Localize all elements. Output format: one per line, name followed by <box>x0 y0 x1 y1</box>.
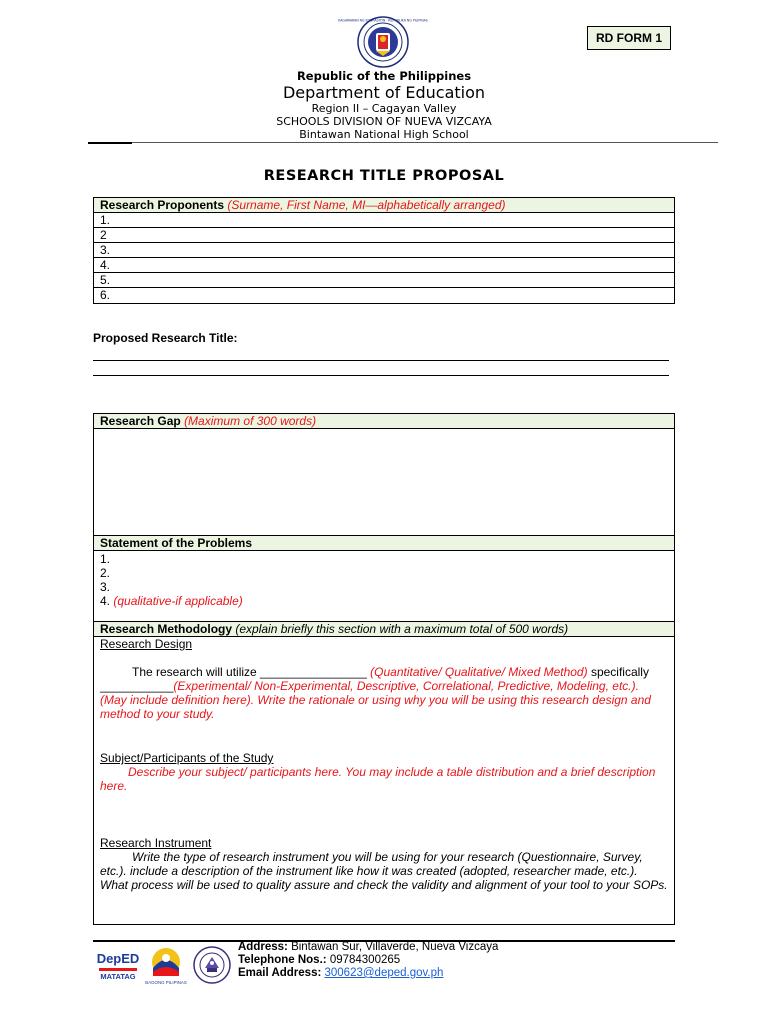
statement-item: 2. <box>100 566 111 580</box>
methodology-label: Research Methodology <box>100 622 233 636</box>
division-heading: SCHOOLS DIVISION OF NUEVA VIZCAYA <box>276 115 492 128</box>
proponents-table <box>93 197 675 304</box>
instrument-heading: Research Instrument <box>100 836 212 850</box>
design-method: (Quantitative/ Qualitative/ Mixed Method) <box>370 665 588 679</box>
bagong-pilipinas-logo <box>147 946 185 986</box>
deped-logo-text: DepED <box>96 951 140 966</box>
proponent-row[interactable]: 3. <box>94 243 674 258</box>
footer-contact <box>238 941 498 980</box>
instrument-text: Write the type of research instrument you will be using for your research (Questionnaire, Survey, etc.). include a description of the instrument like how it was created (adopted, researcher made, etc.). What process will be used to quality assure and check the validity and alignment of your tool to your SOPs. <box>100 850 668 892</box>
deped-matatag-logo <box>96 946 140 986</box>
research-gap-label: Research Gap <box>100 414 181 428</box>
header-divider <box>88 142 718 143</box>
proponent-row[interactable]: 2 <box>94 228 674 243</box>
matatag-logo-text: MATATAG <box>100 972 136 981</box>
research-content-table <box>93 413 675 925</box>
form-badge: RD FORM 1 <box>587 26 671 50</box>
proponent-row[interactable]: 6. <box>100 288 111 302</box>
design-specifically: specifically <box>590 665 649 679</box>
statement-label: Statement of the Problems <box>100 536 253 550</box>
proponents-label: Research Proponents <box>100 198 225 212</box>
statement-list[interactable] <box>94 551 674 622</box>
methodology-header <box>94 622 674 637</box>
header-divider-accent <box>88 142 132 144</box>
proposed-title-label: Proposed Research Title: <box>93 331 238 345</box>
design-lead: The research will utilize ________________ <box>132 665 367 679</box>
republic-heading: Republic of the Philippines <box>296 69 472 83</box>
address-label: Address: <box>238 941 288 953</box>
proponent-row[interactable]: 1. <box>94 213 674 228</box>
research-gap-body[interactable] <box>94 429 674 536</box>
seal-text: KAGAWARAN NG EDUKASYON · REPUBLIKA NG PILIPINAS <box>338 18 428 23</box>
statement-item-note: (qualitative-if applicable) <box>113 594 243 608</box>
email-link[interactable]: 300623@deped.gov.ph <box>324 967 444 979</box>
phone-value: 09784300265 <box>329 954 401 966</box>
statement-header <box>94 536 674 551</box>
proponent-row[interactable]: 4. <box>94 258 674 273</box>
design-rest: (Experimental/ Non-Experimental, Descriptive, Correlational, Predictive, Modeling, etc.). (May include definition here). Write the rationale or using why you will be using this research design and method to your study. <box>100 679 651 721</box>
instrument-paragraph <box>100 850 668 892</box>
design-heading: Research Design <box>100 637 193 651</box>
research-gap-hint: (Maximum of 300 words) <box>184 414 317 428</box>
research-gap-header <box>94 414 674 429</box>
address-value: Bintawan Sur, Villaverde, Nueva Vizcaya <box>291 941 499 953</box>
phone-label: Telephone Nos.: <box>238 954 327 966</box>
school-heading: Bintawan National High School <box>299 128 469 141</box>
address-line <box>238 941 498 954</box>
email-label: Email Address: <box>238 967 322 979</box>
document-title: RESEARCH TITLE PROPOSAL <box>263 168 505 184</box>
design-blank: ___________ <box>100 679 174 693</box>
subject-paragraph <box>100 765 668 793</box>
bagong-logo-text: BAGONG PILIPINAS <box>145 980 187 985</box>
title-blank-line-2[interactable] <box>93 375 669 376</box>
phone-line <box>238 954 498 967</box>
proponent-row[interactable]: 5. <box>94 273 674 288</box>
statement-item: 3. <box>100 580 111 594</box>
title-blank-line-1[interactable] <box>93 360 669 361</box>
email-line <box>238 967 498 980</box>
design-paragraph <box>100 665 668 721</box>
methodology-hint: (explain briefly this section with a maximum total of 500 words) <box>235 622 569 636</box>
school-logo <box>193 946 231 984</box>
region-heading: Region II – Cagayan Valley <box>311 102 457 115</box>
subject-heading: Subject/Participants of the Study <box>100 751 274 765</box>
statement-item: 1. <box>100 552 111 566</box>
statement-item-number: 4. <box>100 594 111 608</box>
proponents-hint: (Surname, First Name, MI—alphabetically arranged) <box>227 198 506 212</box>
statement-item-4 <box>100 594 668 608</box>
subject-text: Describe your subject/ participants here. You may include a table distribution and a brief description here. <box>100 765 656 793</box>
department-heading: Department of Education <box>282 83 486 102</box>
deped-seal-icon <box>338 16 428 68</box>
methodology-body[interactable] <box>94 637 674 892</box>
proponents-header <box>94 198 674 213</box>
